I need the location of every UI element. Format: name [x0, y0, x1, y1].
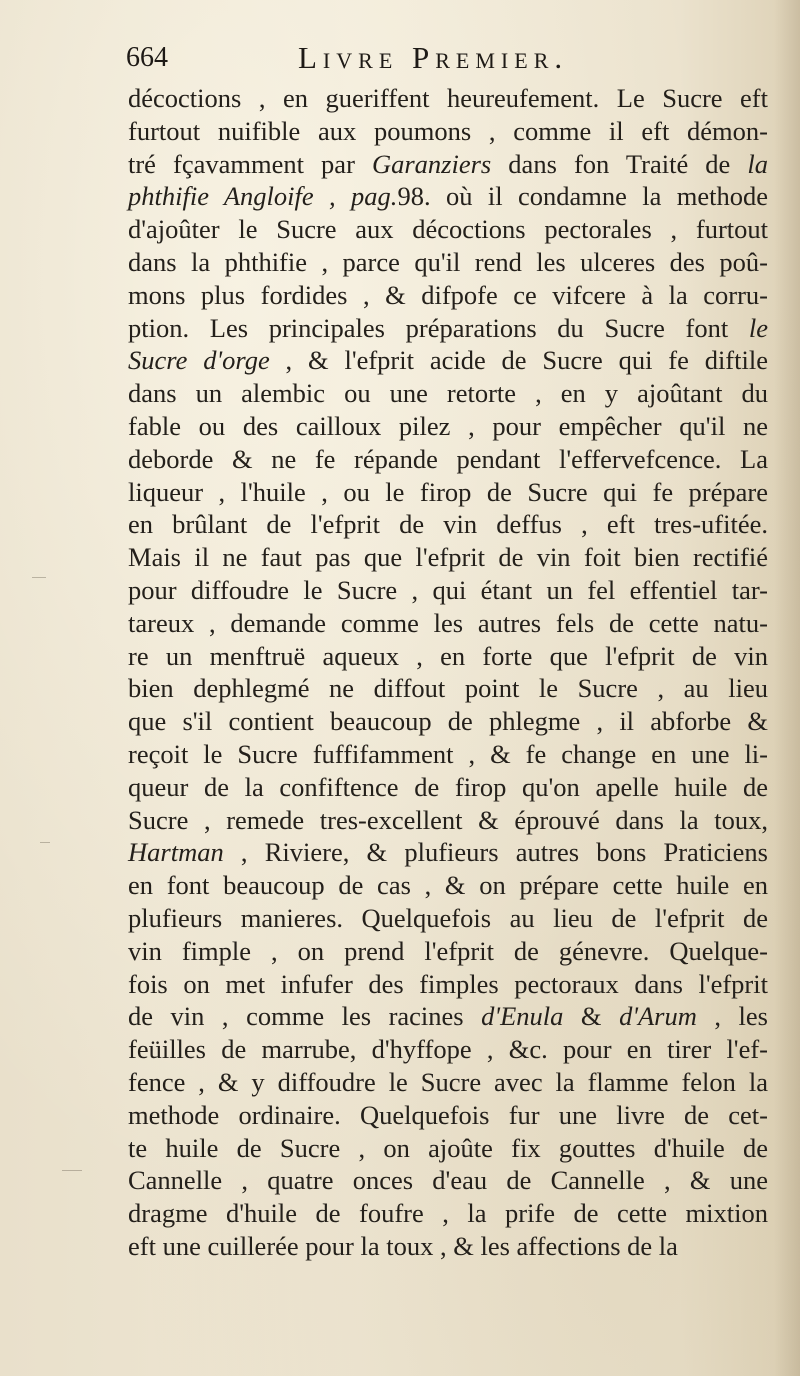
text-line — [128, 640, 768, 673]
running-title: Livre Premier. — [298, 40, 569, 75]
text-line — [128, 1230, 768, 1263]
text-segment: en brûlant de l'efprit de vin deffus , eft tres-ufitée. — [128, 509, 768, 540]
italic-segment: la — [747, 148, 768, 179]
text-segment: Mais il ne faut pas que l'efprit de vin foit bien rectifié — [128, 542, 768, 573]
text-segment: queur de la confiftence de firop qu'on apelle huile de — [128, 771, 768, 802]
text-segment: vin fimple , on prend l'efprit de génevre. Quelque- — [128, 935, 768, 966]
text-segment: liqueur , l'huile , ou le firop de Sucre qui fe prépare — [128, 476, 768, 507]
text-segment: re un menftruë aqueux , en forte que l'efprit de vin — [128, 640, 768, 671]
text-segment: furtout nuifible aux poumons , comme il eft démon- — [128, 115, 768, 146]
text-segment: , & l'efprit acide de Sucre qui fe diftile — [269, 345, 768, 376]
text-segment: te huile de Sucre , on ajoûte fix gouttes d'huile de — [128, 1132, 768, 1163]
text-segment: , les — [696, 1001, 768, 1032]
text-segment: eft une cuillerée pour la toux , & les affections de la — [128, 1230, 678, 1261]
text-segment: en font beaucoup de cas , & on prépare cette huile en — [128, 870, 768, 901]
text-segment: plufieurs manieres. Quelquefois au lieu de l'efprit de — [128, 902, 768, 933]
text-segment: dragme d'huile de foufre , la prife de cette mixtion — [128, 1198, 768, 1229]
text-segment: , Riviere, & plufieurs autres bons Praticiens — [223, 837, 768, 868]
text-line — [128, 672, 768, 705]
text-line — [128, 1132, 768, 1165]
text-line — [128, 82, 768, 115]
gutter-shadow — [774, 0, 800, 1376]
body-text — [128, 82, 768, 1263]
text-segment: décoctions , en gueriffent heureufement. Le Sucre eft — [128, 83, 768, 113]
italic-segment: le — [748, 312, 768, 343]
text-line — [128, 1099, 768, 1132]
text-line — [128, 574, 768, 607]
text-line — [128, 705, 768, 738]
text-line — [128, 968, 768, 1001]
text-line — [128, 377, 768, 410]
text-segment: ption. Les principales préparations du Sucre font — [128, 312, 749, 343]
italic-segment: phthifie Angloife , pag. — [128, 181, 398, 212]
text-line — [128, 443, 768, 476]
text-line — [128, 1066, 768, 1099]
text-line — [128, 180, 768, 213]
text-line — [128, 541, 768, 574]
text-line — [128, 902, 768, 935]
text-line — [128, 344, 768, 377]
text-line — [128, 115, 768, 148]
page-number: 664 — [126, 42, 168, 73]
text-segment: mons plus fordides , & difpofe ce vifcere à la corru- — [128, 279, 768, 310]
italic-segment: d'Arum — [619, 1001, 697, 1032]
text-segment: fois on met infufer des fimples pectoraux dans l'efprit — [128, 968, 768, 999]
text-line — [128, 836, 768, 869]
text-line — [128, 771, 768, 804]
italic-segment: Hartman — [128, 837, 224, 868]
text-segment: dans fon Traité de — [491, 148, 748, 179]
text-segment: feüilles de marrube, d'hyffope , &c. pour en tirer l'ef- — [128, 1034, 768, 1065]
margin-mark — [40, 842, 50, 843]
text-line — [128, 476, 768, 509]
text-line — [128, 312, 768, 345]
text-segment: methode ordinaire. Quelquefois fur une livre de cet- — [128, 1099, 768, 1130]
margin-mark — [62, 1170, 82, 1171]
text-segment: de vin , comme les racines — [128, 1001, 482, 1032]
text-segment: & — [563, 1001, 620, 1032]
text-line — [128, 738, 768, 771]
text-segment: fable ou des cailloux pilez , pour empêcher qu'il ne — [128, 410, 768, 441]
italic-segment: d'Enula — [481, 1001, 564, 1032]
text-segment: tareux , demande comme les autres fels de cette natu- — [128, 607, 768, 638]
text-line — [128, 1197, 768, 1230]
text-line — [128, 213, 768, 246]
text-line — [128, 1033, 768, 1066]
text-segment: deborde & ne fe répande pendant l'effervefcence. La — [128, 443, 768, 474]
text-segment: Cannelle , quatre onces d'eau de Cannelle , & une — [128, 1165, 768, 1196]
margin-mark — [32, 577, 46, 578]
text-segment: pour diffoudre le Sucre , qui étant un fel effentiel tar- — [128, 574, 768, 605]
text-segment: fence , & y diffoudre le Sucre avec la flamme felon la — [128, 1066, 768, 1097]
text-line — [128, 410, 768, 443]
text-segment: dans un alembic ou une retorte , en y ajoûtant du — [128, 378, 768, 409]
text-line — [128, 148, 768, 181]
text-segment: bien dephlegmé ne diffout point le Sucre , au lieu — [128, 673, 768, 704]
text-line — [128, 279, 768, 312]
text-line — [128, 508, 768, 541]
text-segment: Sucre , remede tres-excellent & éprouvé dans la toux, — [128, 804, 768, 835]
text-line — [128, 804, 768, 837]
text-line — [128, 607, 768, 640]
text-line — [128, 1164, 768, 1197]
italic-segment: Sucre d'orge — [128, 345, 270, 376]
running-header — [126, 40, 646, 82]
text-segment: dans la phthifie , parce qu'il rend les ulceres des poû- — [128, 246, 768, 277]
text-segment: 98. où il condamne la methode — [397, 181, 768, 212]
italic-segment: Garanziers — [371, 148, 492, 179]
text-segment: tré fçavamment par — [128, 148, 372, 179]
text-line — [128, 1000, 768, 1033]
text-line — [128, 935, 768, 968]
text-segment: reçoit le Sucre fuffifamment , & fe change en une li- — [128, 738, 768, 769]
text-line — [128, 869, 768, 902]
text-segment: d'ajoûter le Sucre aux décoctions pectorales , furtout — [128, 214, 768, 245]
text-segment: que s'il contient beaucoup de phlegme , il abforbe & — [128, 706, 768, 737]
text-line — [128, 246, 768, 279]
